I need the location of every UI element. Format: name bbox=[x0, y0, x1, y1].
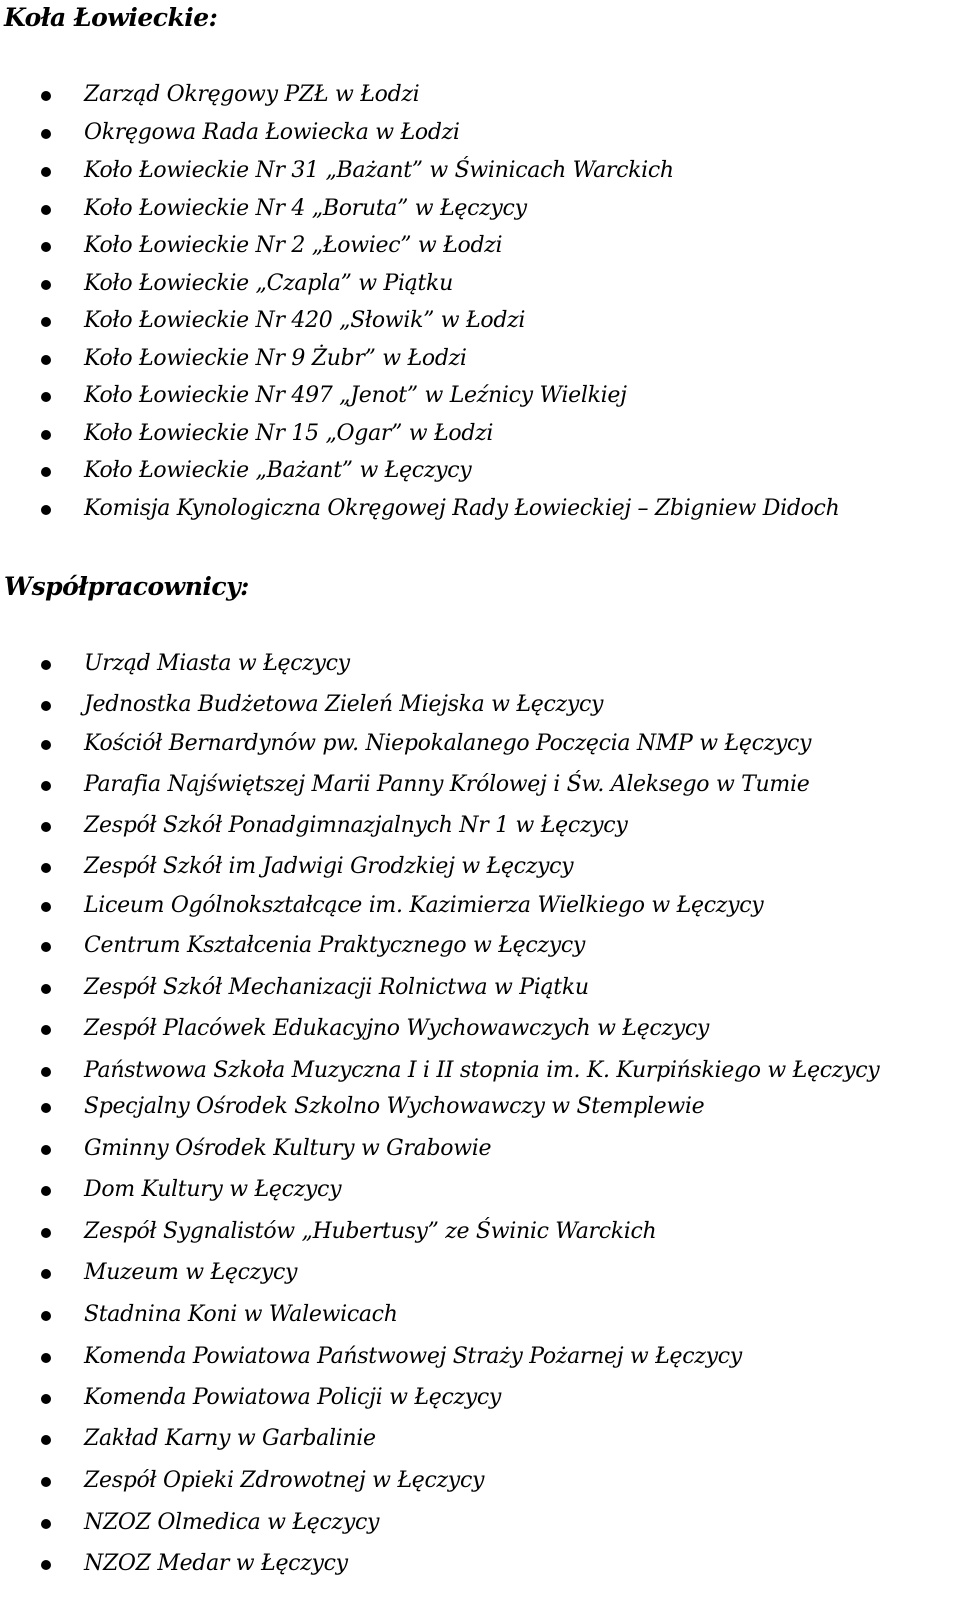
bullet-icon bbox=[41, 167, 51, 177]
list-item-label: Zespół Szkół Mechanizacji Rolnictwa w Piątku bbox=[84, 975, 589, 1000]
bullet-icon bbox=[41, 1269, 51, 1279]
list-item bbox=[0, 1382, 960, 1414]
list-item-label: NZOZ Olmedica w Łęczycy bbox=[84, 1510, 380, 1535]
bullet-icon bbox=[41, 942, 51, 952]
bullet-icon bbox=[41, 740, 51, 750]
bullet-icon bbox=[41, 505, 51, 515]
bullet-icon bbox=[41, 129, 51, 139]
list-item bbox=[0, 728, 960, 760]
list-item bbox=[0, 648, 960, 680]
list-item bbox=[0, 268, 960, 300]
list-item-label: Komisja Kynologiczna Okręgowej Rady Łowieckiej – Zbigniew Didoch bbox=[84, 496, 840, 521]
list-item bbox=[0, 1216, 960, 1248]
list-item bbox=[0, 689, 960, 721]
list-item bbox=[0, 493, 960, 525]
list-item bbox=[0, 1257, 960, 1289]
list-item bbox=[0, 930, 960, 962]
list-item-label: Zespół Placówek Edukacyjno Wychowawczych w Łęczycy bbox=[84, 1016, 710, 1041]
list-item-label: Komenda Powiatowa Policji w Łęczycy bbox=[84, 1385, 502, 1410]
bullet-icon bbox=[41, 242, 51, 252]
bullet-icon bbox=[41, 1103, 51, 1113]
list-item-label: Urząd Miasta w Łęczycy bbox=[84, 651, 350, 676]
list-item bbox=[0, 343, 960, 375]
list-item bbox=[0, 810, 960, 842]
bullet-icon bbox=[41, 1560, 51, 1570]
list-item bbox=[0, 1133, 960, 1165]
list-item-label: Zespół Opieki Zdrowotnej w Łęczycy bbox=[84, 1468, 485, 1493]
list-item-label: Zespół Sygnalistów „Hubertusy” ze Świnic Warckich bbox=[84, 1219, 657, 1244]
list-item bbox=[0, 890, 960, 922]
bullet-icon bbox=[41, 822, 51, 832]
bullet-icon bbox=[41, 205, 51, 215]
list-item-label: Koło Łowieckie Nr 31 „Bażant” w Świnicach Warckich bbox=[84, 158, 674, 183]
bullet-icon bbox=[41, 1435, 51, 1445]
bullet-icon bbox=[41, 392, 51, 402]
list-item bbox=[0, 972, 960, 1004]
bullet-icon bbox=[41, 280, 51, 290]
list-item-label: Koło Łowieckie Nr 4 „Boruta” w Łęczycy bbox=[84, 196, 527, 221]
list-item bbox=[0, 769, 960, 801]
list-item bbox=[0, 79, 960, 111]
list-item bbox=[0, 1341, 960, 1373]
list-item bbox=[0, 380, 960, 412]
list-item-label: Koło Łowieckie „Bażant” w Łęczycy bbox=[84, 458, 472, 483]
bullet-icon bbox=[41, 1311, 51, 1321]
bullet-icon bbox=[41, 1519, 51, 1529]
list-item bbox=[0, 1174, 960, 1206]
list-item bbox=[0, 418, 960, 450]
list-item-label: Komenda Powiatowa Państwowej Straży Pożarnej w Łęczycy bbox=[84, 1344, 742, 1369]
list-item bbox=[0, 1299, 960, 1331]
list-item-label: Koło Łowieckie „Czapla” w Piątku bbox=[84, 271, 453, 296]
list-item bbox=[0, 117, 960, 149]
list-item-label: Koło Łowieckie Nr 497 „Jenot” w Leźnicy Wielkiej bbox=[84, 383, 627, 408]
bullet-icon bbox=[41, 317, 51, 327]
bullet-icon bbox=[41, 863, 51, 873]
bullet-icon bbox=[41, 1067, 51, 1077]
list-item bbox=[0, 155, 960, 187]
list-item-label: Kościół Bernardynów pw. Niepokalanego Poczęcia NMP w Łęczycy bbox=[84, 731, 812, 756]
bullet-icon bbox=[41, 984, 51, 994]
list-item bbox=[0, 1507, 960, 1539]
list-item-label: Stadnina Koni w Walewicach bbox=[84, 1302, 398, 1327]
bullet-icon bbox=[41, 660, 51, 670]
list-item-label: Specjalny Ośrodek Szkolno Wychowawczy w Stemplewie bbox=[84, 1094, 705, 1119]
list-item-label: Dom Kultury w Łęczycy bbox=[84, 1177, 342, 1202]
list-item-label: Centrum Kształcenia Praktycznego w Łęczycy bbox=[84, 933, 585, 958]
bullet-icon bbox=[41, 1477, 51, 1487]
bullet-icon bbox=[41, 1025, 51, 1035]
bullet-icon bbox=[41, 1145, 51, 1155]
list-item bbox=[0, 1055, 960, 1087]
list-item-label: Okręgowa Rada Łowiecka w Łodzi bbox=[84, 120, 460, 145]
list-item-label: Koło Łowieckie Nr 2 „Łowiec” w Łodzi bbox=[84, 233, 503, 258]
bullet-icon bbox=[41, 701, 51, 711]
bullet-icon bbox=[41, 1228, 51, 1238]
list-item bbox=[0, 305, 960, 337]
list-item-label: Zarząd Okręgowy PZŁ w Łodzi bbox=[84, 82, 420, 107]
list-item-label: Zespół Szkół im Jadwigi Grodzkiej w Łęczycy bbox=[84, 854, 574, 879]
list-item bbox=[0, 1091, 960, 1123]
list-item-label: Gminny Ośrodek Kultury w Grabowie bbox=[84, 1136, 492, 1161]
section-heading-collaborators: Współpracownicy: bbox=[4, 572, 249, 601]
bullet-icon bbox=[41, 902, 51, 912]
bullet-icon bbox=[41, 430, 51, 440]
list-item-label: Koło Łowieckie Nr 15 „Ogar” w Łodzi bbox=[84, 421, 494, 446]
list-item bbox=[0, 1548, 960, 1580]
bullet-icon bbox=[41, 355, 51, 365]
list-item bbox=[0, 1423, 960, 1455]
bullet-icon bbox=[41, 467, 51, 477]
list-item-label: Liceum Ogólnokształcące im. Kazimierza Wielkiego w Łęczycy bbox=[84, 893, 764, 918]
list-item-label: Państwowa Szkoła Muzyczna I i II stopnia im. K. Kurpińskiego w Łęczycy bbox=[84, 1058, 880, 1083]
list-item-label: NZOZ Medar w Łęczycy bbox=[84, 1551, 348, 1576]
list-item-label: Zakład Karny w Garbalinie bbox=[84, 1426, 376, 1451]
list-item bbox=[0, 230, 960, 262]
list-item bbox=[0, 1465, 960, 1497]
list-item bbox=[0, 851, 960, 883]
bullet-icon bbox=[41, 1353, 51, 1363]
list-item bbox=[0, 193, 960, 225]
list-item-label: Zespół Szkół Ponadgimnazjalnych Nr 1 w Łęczycy bbox=[84, 813, 628, 838]
list-item-label: Koło Łowieckie Nr 9 Żubr” w Łodzi bbox=[84, 346, 467, 371]
bullet-icon bbox=[41, 781, 51, 791]
bullet-icon bbox=[41, 1394, 51, 1404]
list-item-label: Parafia Najświętszej Marii Panny Królowej i Św. Aleksego w Tumie bbox=[84, 772, 810, 797]
section-heading-hunting-clubs: Koła Łowieckie: bbox=[4, 3, 218, 32]
bullet-icon bbox=[41, 1186, 51, 1196]
list-item bbox=[0, 455, 960, 487]
list-item bbox=[0, 1013, 960, 1045]
bullet-icon bbox=[41, 91, 51, 101]
list-item-label: Muzeum w Łęczycy bbox=[84, 1260, 298, 1285]
list-item-label: Koło Łowieckie Nr 420 „Słowik” w Łodzi bbox=[84, 308, 526, 333]
list-item-label: Jednostka Budżetowa Zieleń Miejska w Łęczycy bbox=[84, 692, 604, 717]
